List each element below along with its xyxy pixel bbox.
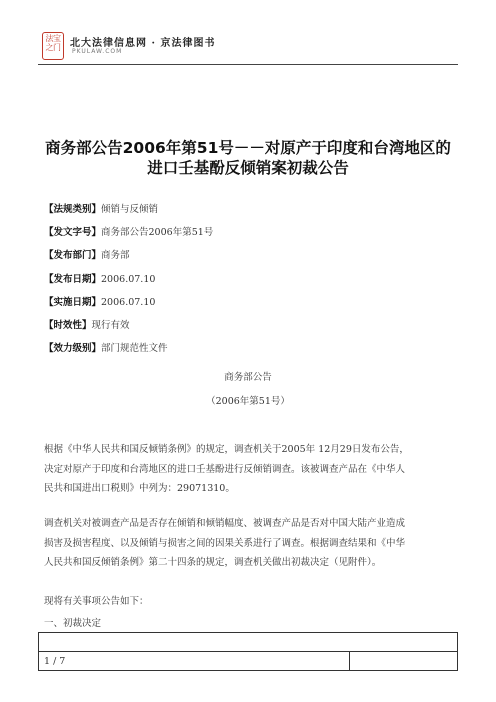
body-line: 根据《中华人民共和国反倾销条例》的规定，调查机关于2005年 12月29日发布公告， (44, 444, 409, 455)
body-line: 民共和国进出口税则》中列为：29071310。 (44, 483, 235, 494)
footer-right-cell (350, 652, 458, 671)
body-line: 损害及损害程度、以及倾销与损害之间的因果关系进行了调查。根据调查结果和《中华 (44, 537, 406, 549)
section-heading-1: 一、初裁决定 (44, 618, 102, 629)
body-line: 决定对原产于印度和台湾地区的进口壬基酚进行反倾销调查。该被调查产品在《中华人 (44, 463, 406, 475)
announcement-number: （2006年第51号） (206, 396, 290, 407)
body-paragraph-3: 现将有关事项公告如下： (44, 596, 149, 607)
meta-value: 2006.07.10 (101, 274, 156, 285)
meta-key: 【时效性】 (44, 320, 92, 331)
announcement-heading: 商务部公告 (224, 372, 272, 383)
body-line: 调查机关对被调查产品是否存在倾销和倾销幅度、被调查产品是否对中国大陆产业造成 (44, 518, 406, 529)
meta-key: 【发布日期】 (44, 274, 102, 285)
brand-name: 北大法律信息网 · 京法律图书 (70, 38, 216, 49)
meta-department (44, 250, 130, 262)
meta-value: 2006.07.10 (101, 297, 156, 308)
body-paragraph-1 (44, 440, 456, 499)
meta-value: 部门规范性文件 (101, 343, 168, 354)
meta-doc-number (44, 227, 213, 239)
meta-level (44, 343, 168, 355)
body-paragraph-2 (44, 514, 456, 573)
meta-value: 倾销与反倾销 (101, 204, 159, 215)
brand-domain: PKULAW.COM (72, 48, 123, 55)
title-line-1: 商务部公告2006年第51号－－对原产于印度和台湾地区的 (45, 139, 451, 157)
meta-value: 商务部公告2006年第51号 (101, 227, 214, 238)
meta-value: 现行有效 (91, 320, 130, 331)
meta-key: 【法规类别】 (44, 204, 102, 215)
header-divider (38, 64, 458, 65)
meta-effective-date (44, 297, 155, 309)
meta-category (44, 204, 158, 216)
logo-seal-icon: 法宝之门 (42, 32, 64, 60)
body-line: 人民共和国反倾销条例》第二十四条的规定，调查机关做出初裁决定（见附件）。 (44, 557, 382, 568)
meta-key: 【发布部门】 (44, 250, 102, 261)
meta-key: 【实施日期】 (44, 297, 102, 308)
footer-top-cell (39, 633, 458, 652)
page-indicator: 1 / 7 (39, 652, 350, 671)
title-line-2: 进口壬基酚反倾销案初裁公告 (147, 159, 349, 177)
meta-key: 【效力级别】 (44, 343, 102, 354)
site-header (38, 28, 458, 64)
meta-value: 商务部 (101, 250, 130, 261)
meta-key: 【发文字号】 (44, 227, 102, 238)
page-footer-table (38, 632, 458, 671)
meta-publish-date (44, 274, 155, 286)
meta-validity (44, 320, 130, 332)
document-title (38, 138, 458, 178)
